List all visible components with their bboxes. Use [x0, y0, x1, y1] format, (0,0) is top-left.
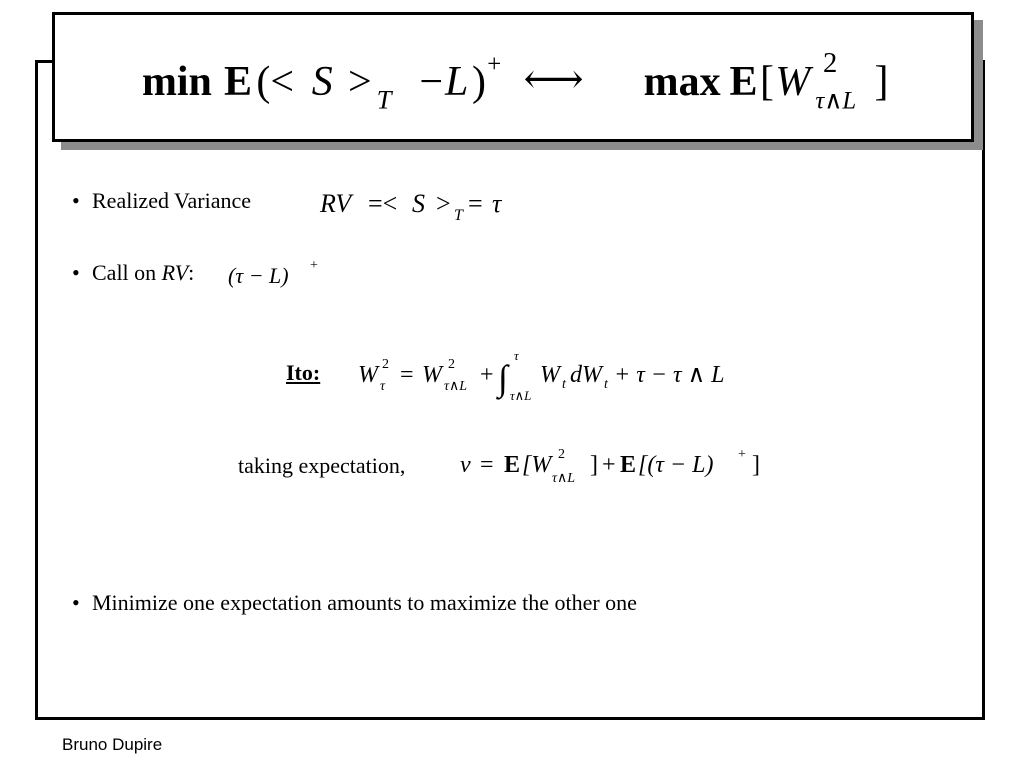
ito-W: W — [358, 362, 378, 388]
title-plus: + — [487, 51, 502, 79]
title-max: max — [643, 59, 721, 106]
title-arrow: ⟷ — [523, 57, 584, 104]
ito-two-b: 2 — [448, 357, 455, 372]
title-box — [52, 12, 974, 142]
bullet-dot: • — [72, 590, 80, 615]
minimize-text: Minimize one expectation amounts to maximize the other one — [92, 590, 637, 615]
call-label-rv: RV — [161, 260, 189, 285]
rv-tau: τ — [492, 189, 502, 218]
exp-plus: + — [602, 452, 616, 478]
exp-two: 2 — [558, 447, 565, 462]
title-close: ) — [471, 59, 486, 106]
footer-author: Bruno Dupire — [62, 735, 163, 754]
ito-lower: τ∧L — [510, 388, 532, 403]
bullet-dot: • — [72, 188, 80, 213]
rv-formula — [316, 184, 526, 226]
exp-end: ] — [752, 452, 760, 478]
title-bracket-open: [ — [760, 59, 775, 106]
title-min: min — [141, 59, 212, 106]
expectation-formula — [456, 440, 776, 492]
bullet-dot: • — [72, 260, 80, 285]
title-formula — [55, 15, 971, 139]
exp-E2: E — [620, 452, 637, 478]
call-formula — [226, 255, 336, 295]
title-W: W — [775, 59, 811, 106]
rv-RV: RV — [320, 189, 352, 218]
bullet-minimize — [72, 590, 637, 616]
ito-eq: = — [400, 362, 414, 388]
call-label-prefix: Call on — [92, 260, 162, 285]
title-bracket-close: ] — [874, 59, 889, 106]
exp-bracket-open: [W — [522, 452, 552, 478]
ito-label: Ito: — [286, 360, 321, 385]
title-minusL: −L — [416, 59, 469, 106]
rv-eq-lt: =< — [368, 189, 398, 218]
rv-T: T — [454, 207, 463, 224]
ito-t1: t — [562, 377, 566, 392]
bullet-call-on-rv — [72, 260, 194, 286]
ito-W2: W — [422, 362, 442, 388]
ito-sub: τ∧L — [444, 379, 468, 394]
ito-two-a: 2 — [382, 357, 389, 372]
realized-variance-label: Realized Variance — [92, 188, 252, 213]
rv-S: S — [412, 189, 425, 218]
call-label-colon: : — [188, 260, 195, 285]
rv-gt: > — [436, 189, 451, 218]
call-expr: (τ − L) — [228, 263, 289, 288]
title-E2: E — [729, 59, 758, 106]
bullet-realized-variance — [72, 188, 251, 214]
exp-E1: E — [504, 452, 521, 478]
ito-rest: + τ − τ ∧ L — [614, 362, 725, 388]
taking-expectation-label: taking expectation, — [238, 453, 406, 478]
title-open: (< — [256, 59, 295, 106]
ito-Wt: W — [540, 362, 560, 388]
exp-eq: = — [480, 452, 494, 478]
ito-tau-sub: τ — [380, 379, 386, 394]
ito-formula — [354, 346, 754, 408]
title-S: S — [311, 59, 333, 106]
title-two: 2 — [823, 48, 838, 80]
title-T: T — [376, 84, 392, 115]
ito-plus: + — [480, 362, 494, 388]
call-plus: + — [310, 258, 318, 273]
rv-eq: = — [468, 189, 483, 218]
title-gt: > — [347, 59, 372, 106]
title-E1: E — [223, 59, 252, 106]
exp-sup-plus: + — [738, 447, 746, 462]
ito-dWt: dW — [570, 362, 602, 388]
ito-t2: t — [604, 377, 608, 392]
ito-upper: τ — [514, 348, 519, 363]
exp-sub: τ∧L — [552, 471, 576, 486]
exp-v: v — [460, 452, 471, 478]
exp-expr: [(τ − L) — [638, 452, 714, 478]
ito-integral: ∫ — [498, 358, 508, 398]
exp-bracket-close: ] — [590, 452, 598, 478]
title-sub: τ∧L — [815, 87, 857, 115]
